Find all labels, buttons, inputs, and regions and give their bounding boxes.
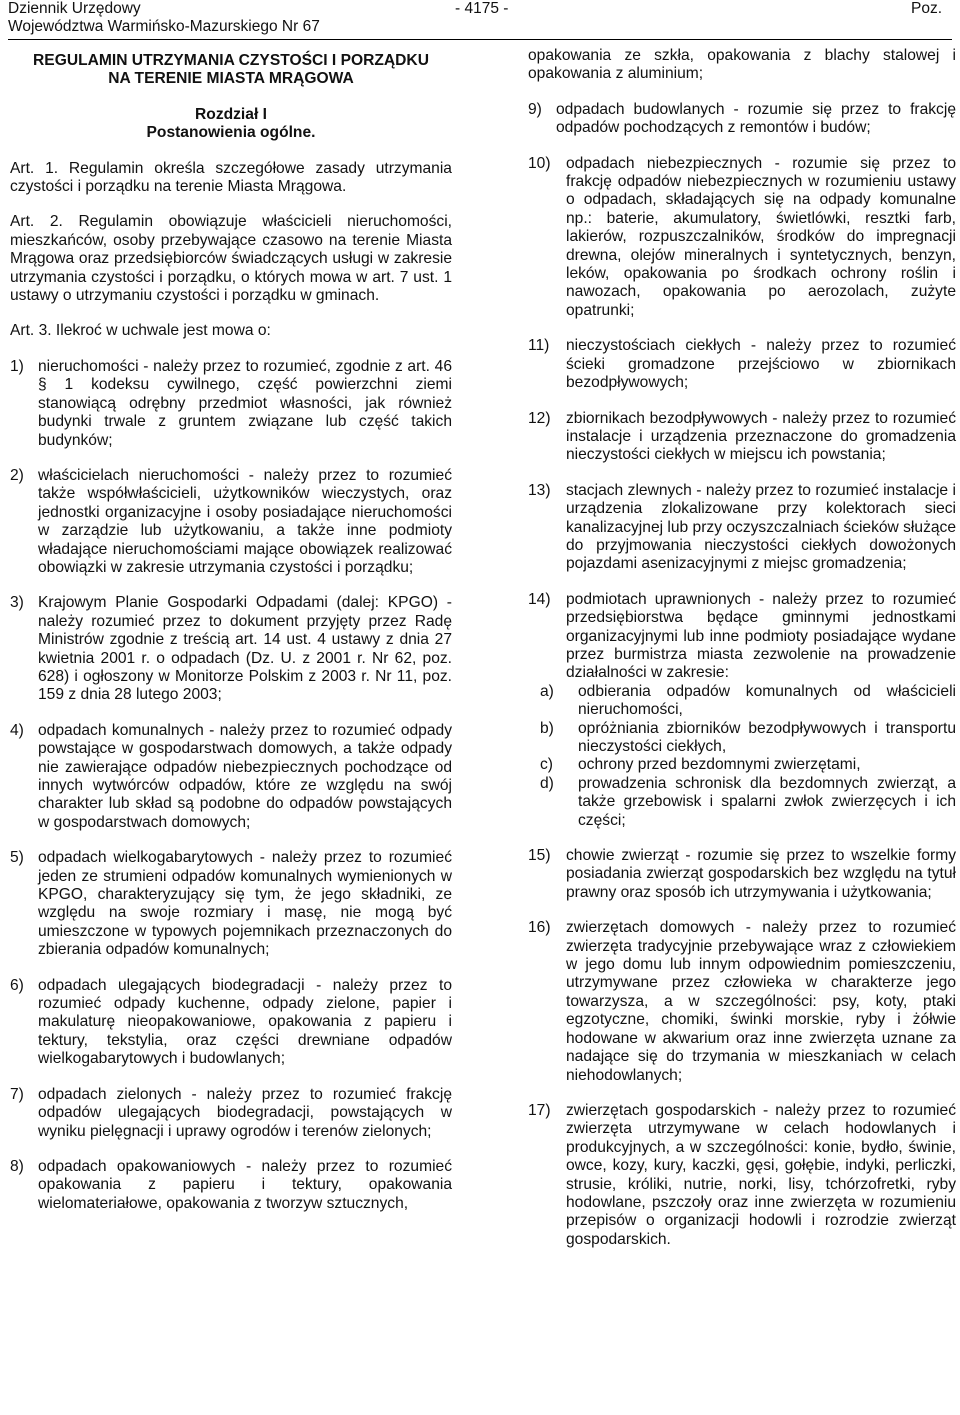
definition-item [528,155,956,321]
document-title-line2: NA TERENIE MIASTA MRĄGOWA [108,70,354,88]
journal-name: Dziennik Urzędowy [8,0,141,17]
item-number: 15) [528,847,551,865]
definition-item [528,1102,956,1249]
document-title-line1: REGULAMIN UTRZYMANIA CZYSTOŚCI I PORZĄDKU [33,52,429,69]
item-number: 12) [528,409,551,427]
item-number: 16) [528,919,551,937]
position-label: Poz. [910,0,942,17]
sub-item-letter: d) [540,774,554,792]
item-number: 9) [528,100,542,118]
item-number: 4) [10,721,24,739]
sub-item-text: opróżniania zbiorników bezodpływowych i transportu nieczystości ciekłych, [578,719,956,755]
definition-item [10,358,452,450]
sub-item-letter: b) [540,719,554,737]
item-text: odpadach ulegających biodegradacji - należy przez to rozumieć odpady kuchenne, odpady zielone, papier i makulaturę nieopakowaniowe, opakowania z papieru i tektury, tekstylia, oraz części drewniane odpadów wielkogabarytowych i budowlanych; [38,976,452,1068]
item-text: odpadach budowlanych - rozumie się przez to frakcję odpadów pochodzących z remontów i budów; [556,100,956,137]
right-column [528,38,956,1249]
item-text: stacjach zlewnych - należy przez to rozumieć instalacje i urządzenia zlokalizowane przy kolektorach sieci kanalizacyjnej lub przy oczyszczalniach ścieków służące do przyjmowania nieczystości ciekłych dowożonych pojazdami asenizacyjnymi z miejsc gromadzenia; [566,481,957,573]
item-number: 6) [10,976,24,994]
item-number: 1) [10,357,24,375]
item-number: 5) [10,849,24,867]
sub-item-text: ochrony przed bezdomnymi zwierzętami, [578,756,861,774]
item-text: właścicielach nieruchomości - należy przez to rozumieć także współwłaścicieli, użytkowników wieczystych, oraz jednostki organizacyjne i osoby posiadające nieruchomości w zarządzie lub użytkowaniu, a także inne podmioty władające nieruchomościami mające obowiązek realizować obowiązki w zakresie utrzymania czystości i porządku; [38,466,452,576]
item-number: 8) [10,1157,24,1175]
item-text: chowie zwierząt - rozumie się przez to wszelkie formy posiadania zwierząt gospodarskich bez względu na tytuł prawny oraz sposób ich utrzymywania i użytkowania; [566,847,956,901]
chapter-title: Postanowienia ogólne. [146,124,316,142]
definition-item [528,410,956,465]
item-number: 14) [528,590,551,608]
header-journal [8,0,320,35]
sub-item-letter: a) [540,682,554,700]
item-text: Krajowym Planie Gospodarki Odpadami (dalej: KPGO) - należy rozumieć przez to dokument przyjęty przez Radę Ministrów zgodnie z treścią art. 14 ust. 4 ustawy z dnia 27 kwietnia 2001 r. o odpadach (Dz. U. z 2001 r. Nr 62, poz. 628) i ogłoszony w Monitorze Polskim z 2003 r. Nr 11, poz. 159 z dnia 28 lutego 2003; [38,594,452,704]
definition-item [10,722,452,832]
definition-item [528,101,956,138]
item-text: odpadach opakowaniowych - należy przez to rozumieć opakowania z papieru i tektury, opakowania wielomateriałowe, opakowania z tworzyw sztucznych, [38,1157,452,1212]
definition-item [528,337,956,392]
sub-item [528,683,956,720]
item-text: odpadach komunalnych - należy przez to rozumieć odpady powstające w gospodarstwach domowych, a także odpady nie zawierające odpadów niebezpiecznych pochodzące od innych wytwórców odpadów, które ze względu na swój charakter lub skład są podobne do odpadów powstających w gospodarstwach domowych; [38,721,452,831]
definition-item [528,847,956,902]
article-2: Art. 2. Regulamin obowiązuje właścicieli nieruchomości, mieszkańców, osoby przebywające czasowo na terenie Miasta Mrągowa oraz przedsiębiorców świadczących usługi w zakresie utrzymania czystości i porządku, o których mowa w art. 7 ust. 1 ustawy o utrzymaniu czystości i porządku w gminach. [10,213,452,305]
item-number: 7) [10,1085,24,1103]
sub-item [528,720,956,757]
chapter-heading: Rozdział I [195,105,267,123]
item-text: odpadach niebezpiecznych - rozumie się przez to frakcję odpadów niebezpiecznych w rozumieniu ustawy o odpadach, składających się na odpady komunalne np.: baterie, akumulatory, świetlówki, resztki farb, lakierów, rozpuszczalników, środków do impregnacji drewna, olejów mineralnych i syntetycznych, benzyn, leków, opakowania po środkach ochrony roślin i nawozach, opakowania po aerozolach, zużyte opatrunki; [566,154,956,319]
item-text: nieczystościach ciekłych - należy przez to rozumieć ścieki gromadzone przejściowo w zbiornikach bezodpływowych; [566,337,956,392]
definition-item [528,591,956,683]
journal-issue: Województwa Warmińsko-Mazurskiego Nr 67 [8,17,320,35]
definition-item [10,594,452,704]
item-number: 10) [528,154,551,172]
item-number: 2) [10,466,24,484]
item-text: nieruchomości - należy przez to rozumieć, zgodnie z art. 46 § 1 kodeksu cywilnego, część powierzchni ziemi stanowiącą odrębny przedmiot własności, jak również budynki trwale z gruntem związane lub część takich budynków; [38,357,452,449]
sub-item-letter: c) [540,756,553,774]
article-3: Art. 3. Ilekroć w uchwale jest mowa o: [10,322,271,340]
item-number: 11) [528,337,550,355]
item-text: odpadach zielonych - należy przez to rozumieć frakcję odpadów ulegających biodegradacji, powstających w wyniku pielęgnacji i uprawy ogrodów i terenów zielonych; [38,1085,452,1140]
sub-item [528,775,956,830]
item-number: 13) [528,481,551,499]
continued-text: opakowania ze szkła, opakowania z blachy stalowej i opakowania z aluminium; [528,47,956,83]
sub-item-text: prowadzenia schronisk dla bezdomnych zwierząt, a także grzebowisk i spalarni zwłok zwierzęcych i ich części; [578,774,956,829]
item-number: 17) [528,1101,551,1119]
sub-item-text: odbierania odpadów komunalnych od właścicieli nieruchomości, [578,682,956,719]
definition-item [528,482,956,574]
item-text: zwierzętach gospodarskich - należy przez to rozumieć zwierzęta utrzymywane w celach hodowlanych i produkcyjnych, a w szczególności: konie, bydło, świnie, owce, kozy, kury, kaczki, gęsi, gołębie, indyki, perliczki, strusie, króliki, nutrie, norki, lisy, tchórzofretki, ryby hodowlane, pszczoły oraz inne zwierzęta w rozumieniu przepisów o organizacji hodowli i rozrodzie zwierząt gospodarskich. [566,1101,956,1248]
page-number: - 4175 - [455,0,509,17]
item-text: podmiotach uprawnionych - należy przez to rozumieć przedsiębiorstwa będące gminnymi jednostkami organizacyjnymi lub inne podmioty posiadające wydane przez burmistrza miasta zezwolenie na prowadzenie działalności w zakresie: [566,590,956,682]
definition-item [10,1086,452,1141]
definition-item [10,1158,452,1213]
definition-item [10,977,452,1069]
definition-item [10,849,452,959]
item-text: odpadach wielkogabarytowych - należy przez to rozumieć jeden ze strumieni odpadów komunalnych wymienionych w KPGO, charakteryzujący się tym, że jego składniki, ze względu na swoje rozmiary i masę, nie mogą być umieszczone w typowych pojemnikach przeznaczonych do zbierania odpadów komunalnych; [38,849,452,959]
definition-item [528,919,956,1085]
sub-item [528,756,956,774]
left-column [10,38,452,1213]
definition-item [10,467,452,577]
item-text: zwierzętach domowych - należy przez to rozumieć zwierzęta tradycyjnie przebywające wraz z człowiekiem w jego domu lub innym odpowiednim pomieszczeniu, utrzymywane przez człowieka w charakterze jego towarzysza, a w szczególności: psy, koty, ptaki egzotyczne, chomiki, świnki morskie, ryby i żółwie hodowane w akwarium oraz inne zwierzęta uznane za nadające się do trzymania w mieszkaniach w celach niehodowlanych; [566,919,956,1084]
article-1: Art. 1. Regulamin określa szczegółowe zasady utrzymania czystości i porządku na terenie Miasta Mrągowa. [10,159,452,196]
item-number: 3) [10,594,24,612]
item-text: zbiornikach bezodpływowych - należy przez to rozumieć instalacje i urządzenia przeznaczone do gromadzenia nieczystości ciekłych w miejscu ich powstania; [566,409,956,464]
